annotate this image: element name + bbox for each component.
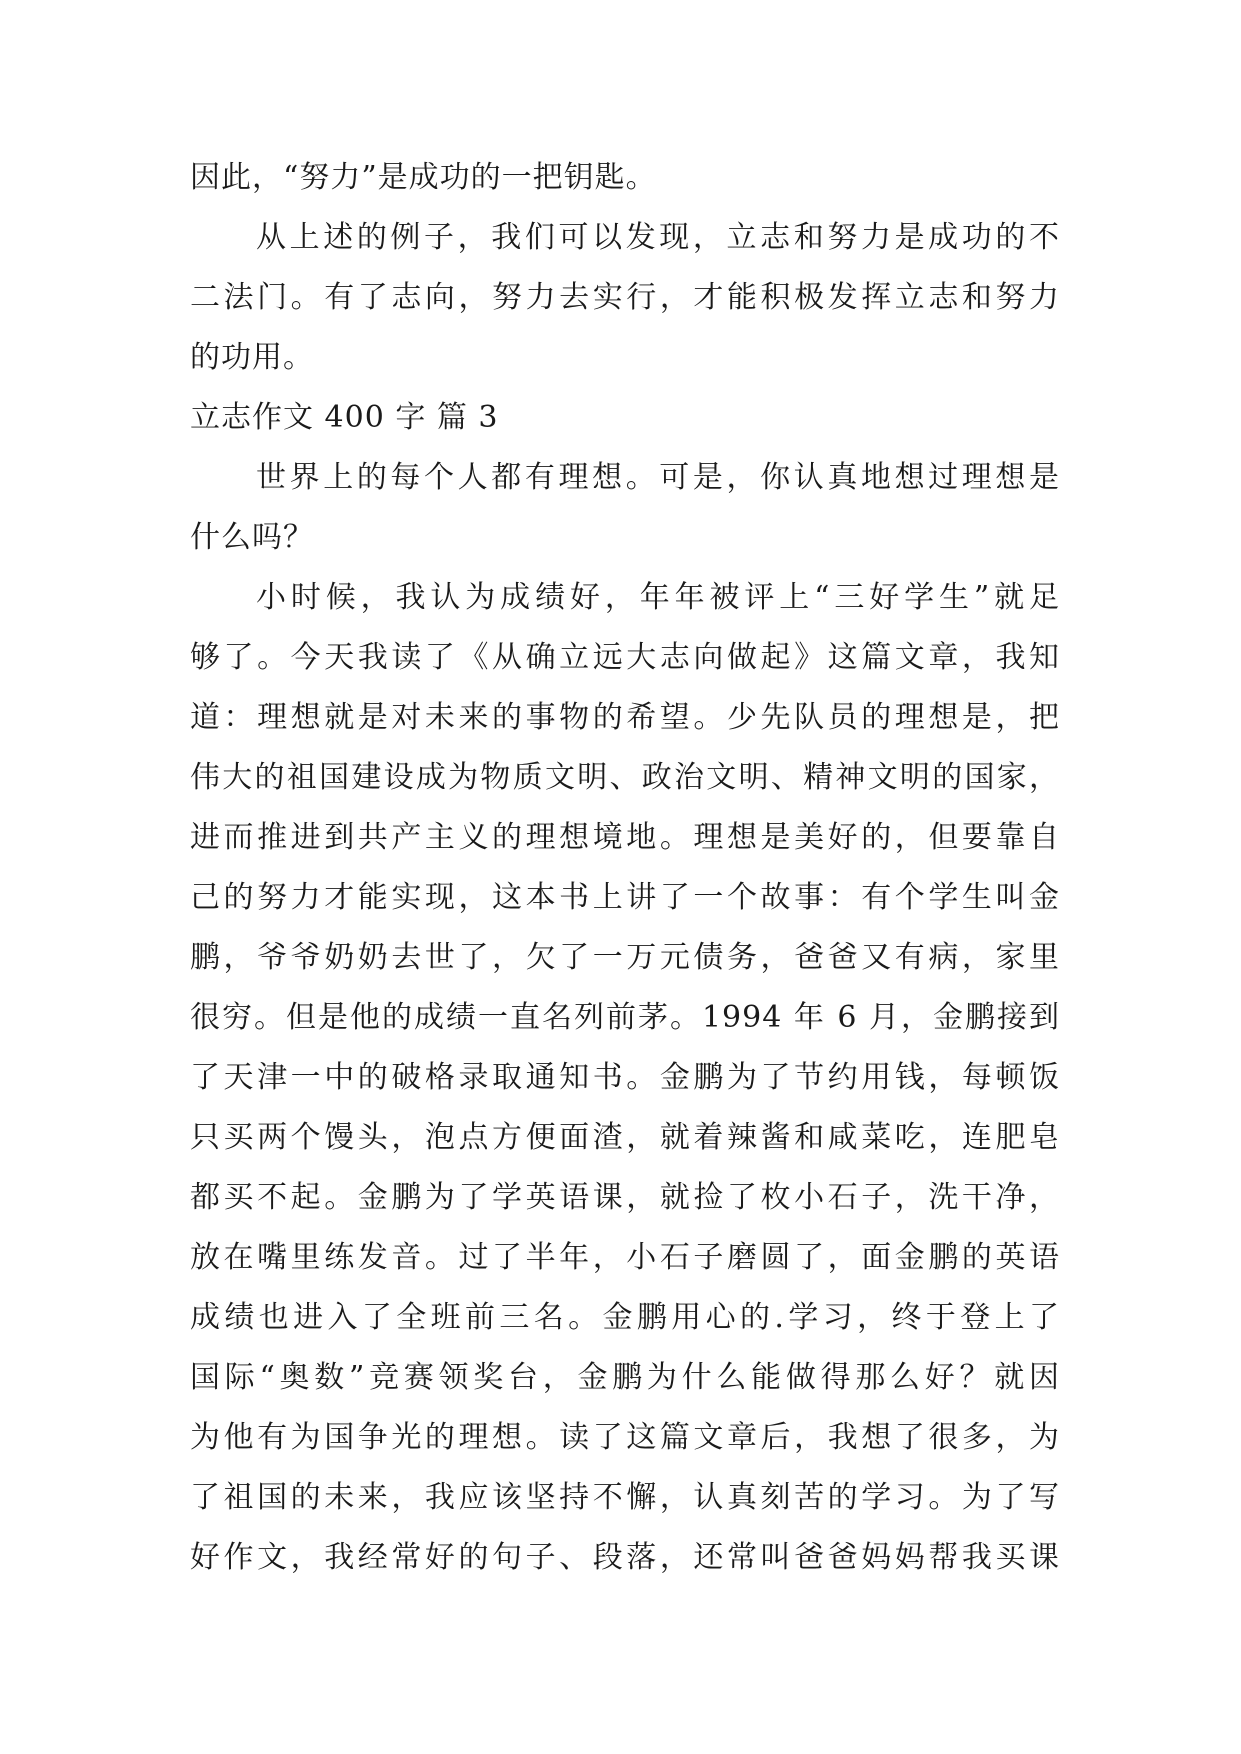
paragraph-first-line: 世界上的每个人都有理想。可是，你认真地想过理想是 bbox=[256, 460, 1060, 495]
text-line: 因此，“努力”是成功的一把钥匙。 bbox=[190, 160, 657, 195]
text-line: 鹏，爷爷奶奶去世了，欠了一万元债务，爸爸又有病，家里 bbox=[190, 940, 1060, 975]
text-line: 都买不起。金鹏为了学英语课，就捡了枚小石子，洗干净， bbox=[190, 1180, 1060, 1215]
text-line: 进而推进到共产主义的理想境地。理想是美好的，但要靠自 bbox=[190, 820, 1060, 855]
text-line: 己的努力才能实现，这本书上讲了一个故事：有个学生叫金 bbox=[190, 880, 1060, 915]
text-line: 什么吗？ bbox=[190, 520, 314, 555]
text-line: 好作文，我经常好的句子、段落，还常叫爸爸妈妈帮我买课 bbox=[190, 1540, 1060, 1575]
paragraph-first-line: 小时候，我认为成绩好，年年被评上“三好学生”就足 bbox=[256, 580, 1060, 615]
paragraph-first-line: 从上述的例子，我们可以发现，立志和努力是成功的不 bbox=[256, 220, 1060, 255]
text-line: 很穷。但是他的成绩一直名列前茅。1994 年 6 月，金鹏接到 bbox=[190, 1000, 1060, 1035]
section-heading: 立志作文 400 字 篇 3 bbox=[190, 400, 499, 435]
text-line: 了祖国的未来，我应该坚持不懈，认真刻苦的学习。为了写 bbox=[190, 1480, 1060, 1515]
text-line: 为他有为国争光的理想。读了这篇文章后，我想了很多，为 bbox=[190, 1420, 1060, 1455]
text-line: 二法门。有了志向，努力去实行，才能积极发挥立志和努力 bbox=[190, 280, 1060, 315]
text-line: 只买两个馒头，泡点方便面渣，就着辣酱和咸菜吃，连肥皂 bbox=[190, 1120, 1060, 1155]
text-line: 够了。今天我读了《从确立远大志向做起》这篇文章，我知 bbox=[190, 640, 1060, 675]
text-line: 放在嘴里练发音。过了半年，小石子磨圆了，面金鹏的英语 bbox=[190, 1240, 1060, 1275]
text-line: 国际“奥数”竞赛领奖台，金鹏为什么能做得那么好？就因 bbox=[190, 1360, 1060, 1395]
text-line: 的功用。 bbox=[190, 340, 314, 375]
text-line: 了天津一中的破格录取通知书。金鹏为了节约用钱，每顿饭 bbox=[190, 1060, 1060, 1095]
text-line: 伟大的祖国建设成为物质文明、政治文明、精神文明的国家， bbox=[190, 760, 1060, 795]
text-line: 成绩也进入了全班前三名。金鹏用心的.学习，终于登上了 bbox=[190, 1300, 1060, 1335]
document-body bbox=[190, 148, 1060, 1588]
text-line: 道：理想就是对未来的事物的希望。少先队员的理想是，把 bbox=[190, 700, 1060, 735]
